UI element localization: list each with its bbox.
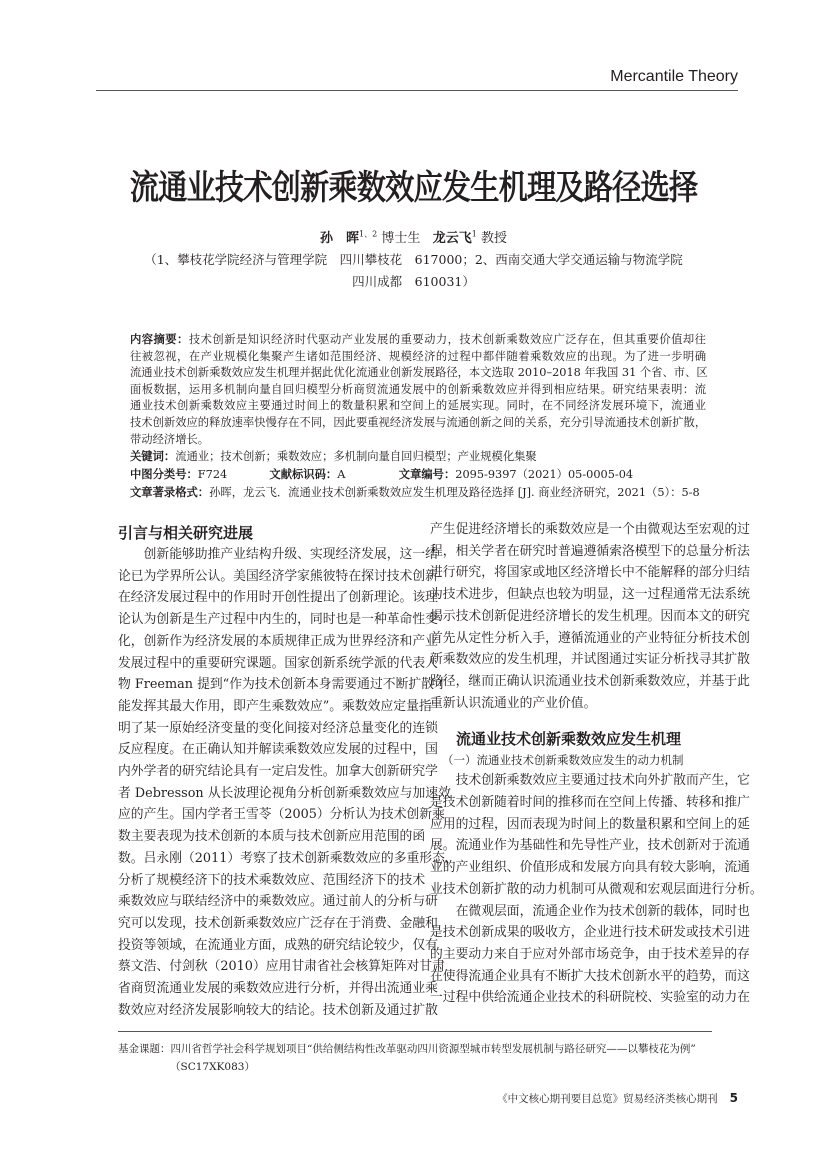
text-line: 创新能够助推产业结构升级、实现经济发展，这一结 (143, 547, 438, 562)
text-line: 蔡文浩、付剑秋（2010）应用甘肃省社会核算矩阵对甘肃 (118, 959, 445, 975)
text-line: 应用的过程，因而表现为时间上的数量积累和空间上的延 (430, 816, 750, 832)
abstract-line: 往被忽视，在产业规模化集聚产生诸如范围经济、规模经济的过程中都伴随着乘数效应的出现。为了进一步明确 (130, 349, 706, 363)
author-affil-ref: 1、2 (359, 229, 378, 239)
author-affil-ref: 1 (471, 229, 477, 239)
doc-code-value: A (337, 468, 346, 482)
keywords (130, 448, 706, 466)
text-line: 分析了规模经济下的技术乘数效应、范围经济下的技术 (118, 872, 426, 888)
text-line: 者 Debresson 从长波理论视角分析创新乘数效应与加速效 (118, 785, 451, 801)
funding-code: （SC17XK083） (170, 1061, 255, 1073)
text-line: 程，相关学者在研究时普遍遵循索洛模型下的总量分析法 (430, 543, 750, 559)
section-heading: 引言与相关研究进展 (118, 524, 254, 542)
footnote-rule (118, 1031, 712, 1032)
keywords-text: 流通业；技术创新；乘数效应；多机制向量自回归模型；产业规模化集聚 (175, 450, 537, 464)
keywords-label: 关键词： (130, 450, 176, 464)
text-line: 路径，继而正确认识流通业技术创新乘数效应，并基于此 (430, 673, 750, 689)
text-line: 数。吕永刚（2011）考察了技术创新乘数效应的多重形态， (118, 850, 458, 866)
abstract (130, 332, 706, 502)
text-line: 为技术进步，但缺点也较为明显，这一过程通常无法系统 (430, 587, 750, 603)
text-line: 究可以发现，技术创新乘数效应广泛存在于消费、金融和 (118, 915, 438, 931)
text-line: 能发挥其最大作用，即产生乘数效应”。乘数效应定量指 (118, 698, 432, 714)
abstract-text: 技术创新是知识经济时代驱动产业发展的重要动力，技术创新乘数效应广泛存在，但其重要价值却往 (188, 333, 706, 346)
text-line: 论认为创新是生产过程中内生的，同时也是一种革命性变 (118, 612, 438, 628)
text-line: 反应程度。在正确认知并解读乘数效应发展的过程中，国 (118, 742, 438, 758)
text-line: 数主要表现为技术创新的本质与技术创新应用范围的函 (118, 829, 426, 845)
affiliation: 四川成都 610031） (352, 274, 475, 289)
page-number: 5 (729, 1091, 738, 1105)
abstract-line: 带动经济增长。 (130, 432, 210, 446)
text-line: 数效应对经济发展影响较大的结论。技术创新及通过扩散 (118, 1002, 438, 1018)
doc-code-label: 文献标识码： (269, 468, 338, 482)
paragraph (430, 519, 750, 714)
text-line: 重新认识流通业的产业价值。 (430, 695, 597, 711)
clc-value: F724 (197, 468, 228, 482)
text-line: 发展过程中的重要研究课题。国家创新系统学派的代表人 (118, 655, 438, 671)
citation (130, 484, 706, 502)
classification-row (130, 466, 706, 484)
funding-text: 四川省哲学社会科学规划项目“供给侧结构性改革驱动四川资源型城市转型发展机制与路径研究——以攀枝花为例” (170, 1043, 696, 1055)
citation-label: 文章著录格式： (130, 486, 210, 500)
text-line: 产生促进经济增长的乘数效应是一个由微观达至宏观的过 (430, 522, 750, 537)
text-line: 乘数效应与联结经济中的乘数效应。通过前人的分析与研 (118, 894, 438, 910)
text-line: 省商贸流通业发展的乘数效应进行分析，并得出流通业乘 (118, 981, 438, 997)
text-line: 展。流通业作为基础性和先导性产业，技术创新对于流通 (430, 838, 750, 854)
text-line: 明了某一原始经济变量的变化间接对经济总量变化的连锁 (118, 720, 438, 736)
text-line: 新乘数效应的发生机理，并试图通过实证分析找寻其扩散 (430, 652, 750, 668)
text-line: 在微观层面，流通企业作为技术创新的载体，同时也 (455, 903, 750, 919)
text-line: 业技术创新扩散的动力机制可从微观和宏观层面进行分析。 (430, 881, 763, 897)
text-line: 投资等领域，在流通业方面，成熟的研究结论较少，仅有 (118, 937, 438, 953)
text-line: 的主要动力来自于应对外部市场竞争，由于技术差异的存 (430, 946, 750, 962)
text-line: 在使得流通企业具有不断扩大技术创新水平的趋势，而这 (430, 968, 750, 984)
abstract-line: 技术创新效应的释放速率快慢存在不同，因此要重视经济发展与流通创新之间的关系，充分引导流通技术创新扩散， (130, 415, 707, 429)
funding-label: 基金课题： (118, 1043, 171, 1055)
article-no-label: 文章编号： (398, 468, 456, 482)
text-line: 揭示技术创新促进经济增长的发生机理。因而本文的研究 (430, 608, 750, 624)
abstract-line: 通业技术创新乘数效应主要通过时间上的数量积累和空间上的延展实现。同时，在不同经济发展环境下，流通业 (130, 399, 706, 413)
abstract-line: 流通业技术创新乘数效应发生机理并据此优化流通业创新发展路径，本文选取 2010–2018 年我国 31 个省、市、区 (130, 366, 708, 380)
abstract-line: 面板数据，运用多机制向量自回归模型分析商贸流通发展中的创新乘数效应并得到相应结果。研究结果表明：流 (130, 382, 706, 396)
text-line: 进行研究，将国家或地区经济增长中不能解释的部分归结 (430, 565, 750, 581)
affiliation: （1、攀枝花学院经济与管理学院 四川攀枝花 617000；2、西南交通大学交通运输与物流学院 (144, 252, 683, 267)
text-line: 一过程中供给流通企业技术的科研院校、实验室的动力在 (430, 990, 750, 1006)
abstract-label: 内容摘要： (130, 333, 189, 346)
paragraph (430, 901, 750, 1010)
author-role: 博士生 (381, 231, 421, 246)
section-heading: 流通业技术创新乘数效应发生机理 (456, 730, 682, 749)
funding-note (118, 1040, 718, 1076)
subsection-heading: （一）流通业技术创新乘数效应发生的动力机制 (442, 753, 684, 768)
text-line: 首先从定性分析入手，遵循流通业的产业特征分析技术创 (430, 630, 750, 646)
text-line: 应的产生。国内学者王雪苓（2005）分析认为技术创新乘 (118, 807, 445, 823)
text-line: 内外学者的研究结论具有一定启发性。加拿大创新研究学 (118, 764, 438, 780)
article-title: 流通业技术创新乘数效应发生机理及路径选择 (129, 168, 698, 208)
text-line: 业的产业组织、价值形成和发展方向具有较大影响，流通 (430, 860, 750, 876)
text-line: 是技术创新成果的吸收方，企业进行技术研发或技术引进 (430, 925, 750, 941)
body-text (430, 770, 763, 1009)
clc-label: 中图分类号： (130, 468, 198, 482)
article-no-value: 2095-9397（2021）05-0005-04 (455, 468, 634, 482)
abstract-line (130, 332, 706, 349)
authors (0, 227, 827, 246)
page-footer (430, 1091, 738, 1106)
paragraph (430, 770, 763, 900)
text-line: 在经济发展过程中的作用时开创性提出了创新理论。该理 (118, 590, 438, 606)
text-line: 化，创新作为经济发展的本质规律正成为世界经济和产业 (118, 633, 438, 649)
author-name: 龙云飞 (432, 231, 472, 246)
citation-text: 孙晖，龙云飞．流通业技术创新乘数效应发生机理及路径选择 [J]. 商业经济研究，2021（5）：5-8 (209, 486, 700, 500)
right-column (430, 519, 763, 1009)
running-head: Mercantile Theory (610, 68, 738, 85)
text-line: 是技术创新随着时间的推移而在空间上传播、转移和推广 (430, 795, 750, 811)
author-name: 孙 晖 (319, 231, 359, 246)
header-rule (96, 90, 738, 91)
text-line: 论已为学界所公认。美国经济学家熊彼特在探讨技术创新 (118, 568, 438, 584)
left-column (118, 522, 458, 1021)
paragraph (118, 544, 458, 1021)
text-line: 技术创新乘数效应主要通过技术向外扩散而产生，它 (455, 773, 750, 789)
body-text (118, 544, 458, 1021)
journal-name: 《中文核心期刊要目总览》贸易经济类核心期刊 (497, 1093, 718, 1105)
author-role: 教授 (481, 231, 508, 246)
body-text (430, 519, 750, 714)
text-line: 物 Freeman 提到“作为技术创新本身需要通过不断扩散才 (118, 677, 447, 693)
